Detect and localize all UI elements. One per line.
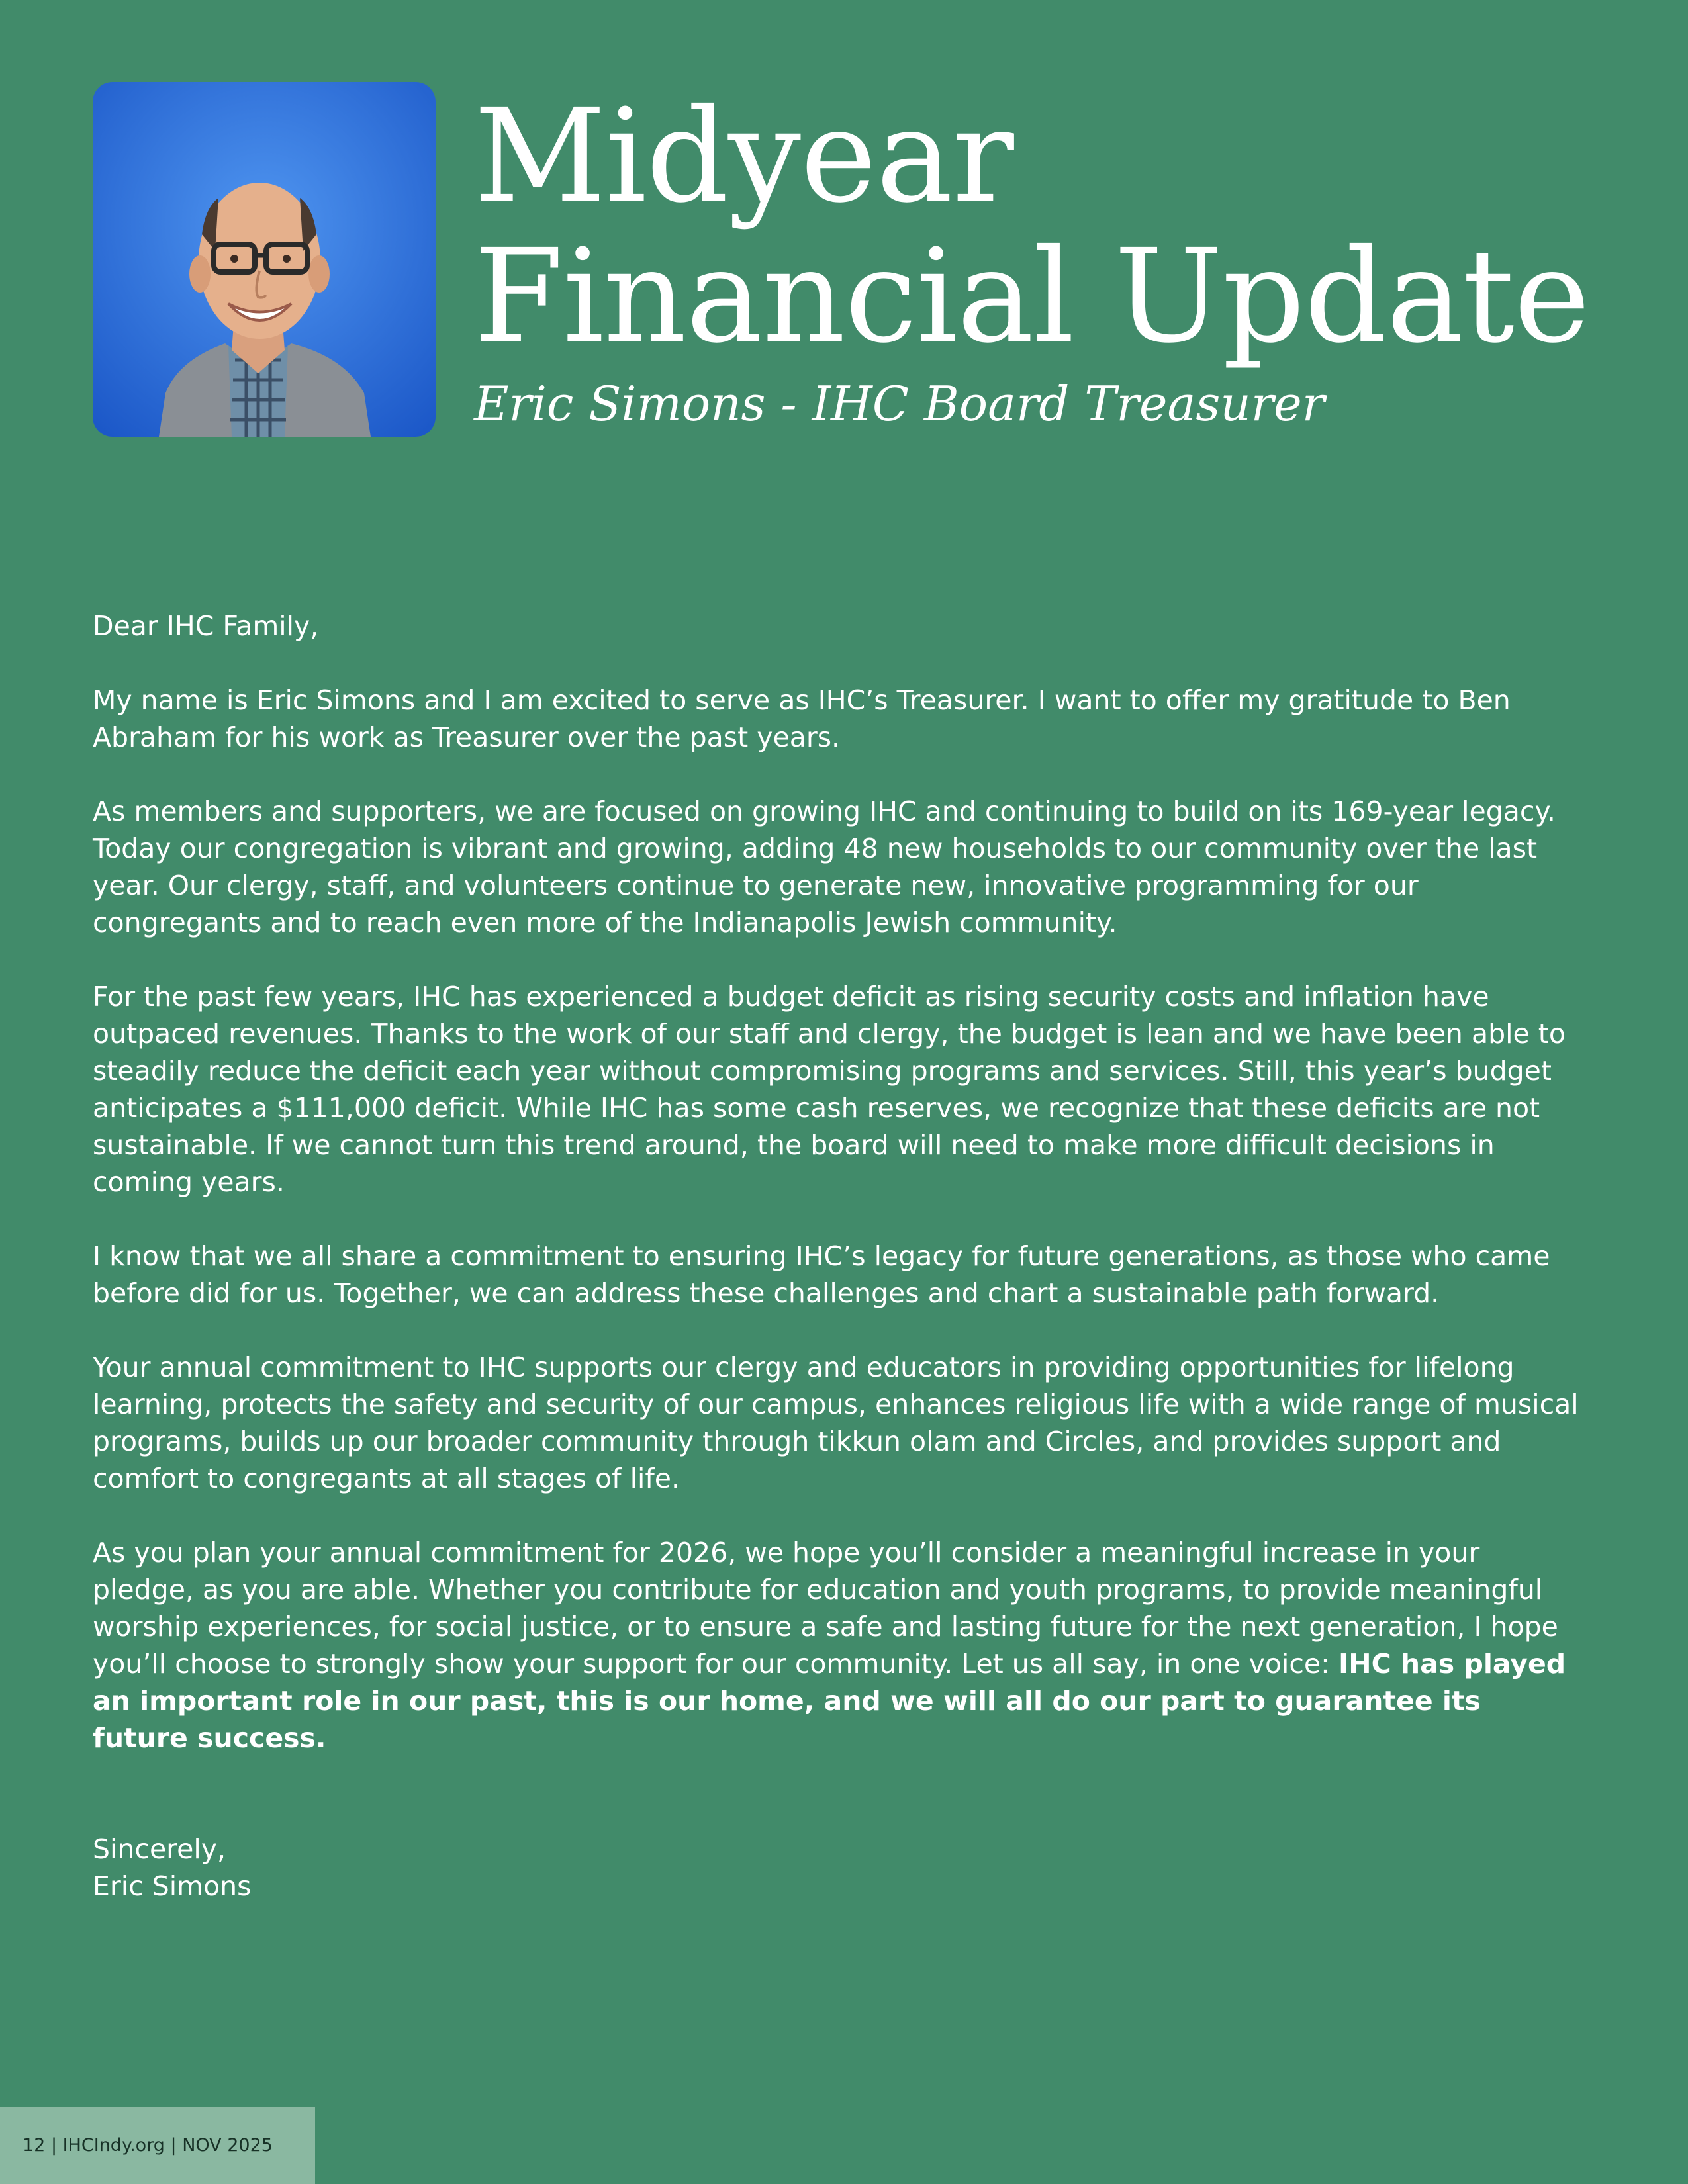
paragraph-introduction: My name is Eric Simons and I am excited to serve as IHC’s Treasurer. I want to offer my gratitude to Ben Abraham for his work as Treasurer over the past years. [93,684,1511,753]
signature: Eric Simons [93,1870,252,1902]
paragraph-growth: As members and supporters, we are focused on growing IHC and continuing to build on its 169-year legacy. Today our congregation is vibrant and growing, adding 48 new households to our community over the last year. Our clergy, staff, and volunteers continue to generate new, innovative programming for our congregants and to reach even more of the Indianapolis Jewish community. [93,796,1556,938]
pledge-request-text: As you plan your annual commitment for 2026, we hope you’ll consider a meaningful increase in your pledge, as you are able. Whether you contribute for education and youth programs, to provide meaningful worship experiences, for social justice, or to ensure a safe and lasting future for the next generation, I hope you’ll choose to strongly show your support for our community. Let us all say, in one voice: [93,1537,1558,1680]
title-line-1: Midyear [474,81,1013,231]
paragraph-budget-deficit: For the past few years, IHC has experienced a budget deficit as rising security costs and inflation have outpaced revenues. Thanks to the work of our staff and clergy, the budget is lean and we have been able to steadily reduce the deficit each year without compromising programs and services. Still, this year’s budget anticipates a $111,000 deficit. While IHC has some cash reserves, we recognize that these deficits are not sustainable. If we cannot turn this trend around, the board will need to make more difficult decisions in coming years. [93,981,1566,1198]
paragraph-legacy: I know that we all share a commitment to ensuring IHC’s legacy for future generations, as those who came before did for us. Together, we can address these challenges and chart a sustainable path forward. [93,1240,1550,1309]
portrait-photo [93,82,436,437]
page-footer: 12 | IHCIndy.org | NOV 2025 [0,2107,315,2184]
portrait-icon [93,82,436,437]
title-line-2: Financial Update [474,221,1590,371]
pledge-request-bold-statement: IHC has played an important role in our past, this is our home, and we will all do our part to guarantee its future success. [93,1648,1566,1754]
page-title [474,81,1590,371]
author-subtitle: Eric Simons - IHC Board Treasurer [474,376,1325,432]
paragraph-pledge-request [93,1534,1582,1756]
signoff [93,1831,1582,1905]
paragraph-annual-commitment: Your annual commitment to IHC supports our clergy and educators in providing opportunities for lifelong learning, protects the safety and security of our campus, enhances religious life with a wide range of musical programs, builds up our broader community through tikkun olam and Circles, and provides support and comfort to congregants at all stages of life. [93,1351,1579,1494]
closing: Sincerely, [93,1833,226,1865]
greeting: Dear IHC Family, [93,610,319,642]
letter-body [93,608,1582,1905]
